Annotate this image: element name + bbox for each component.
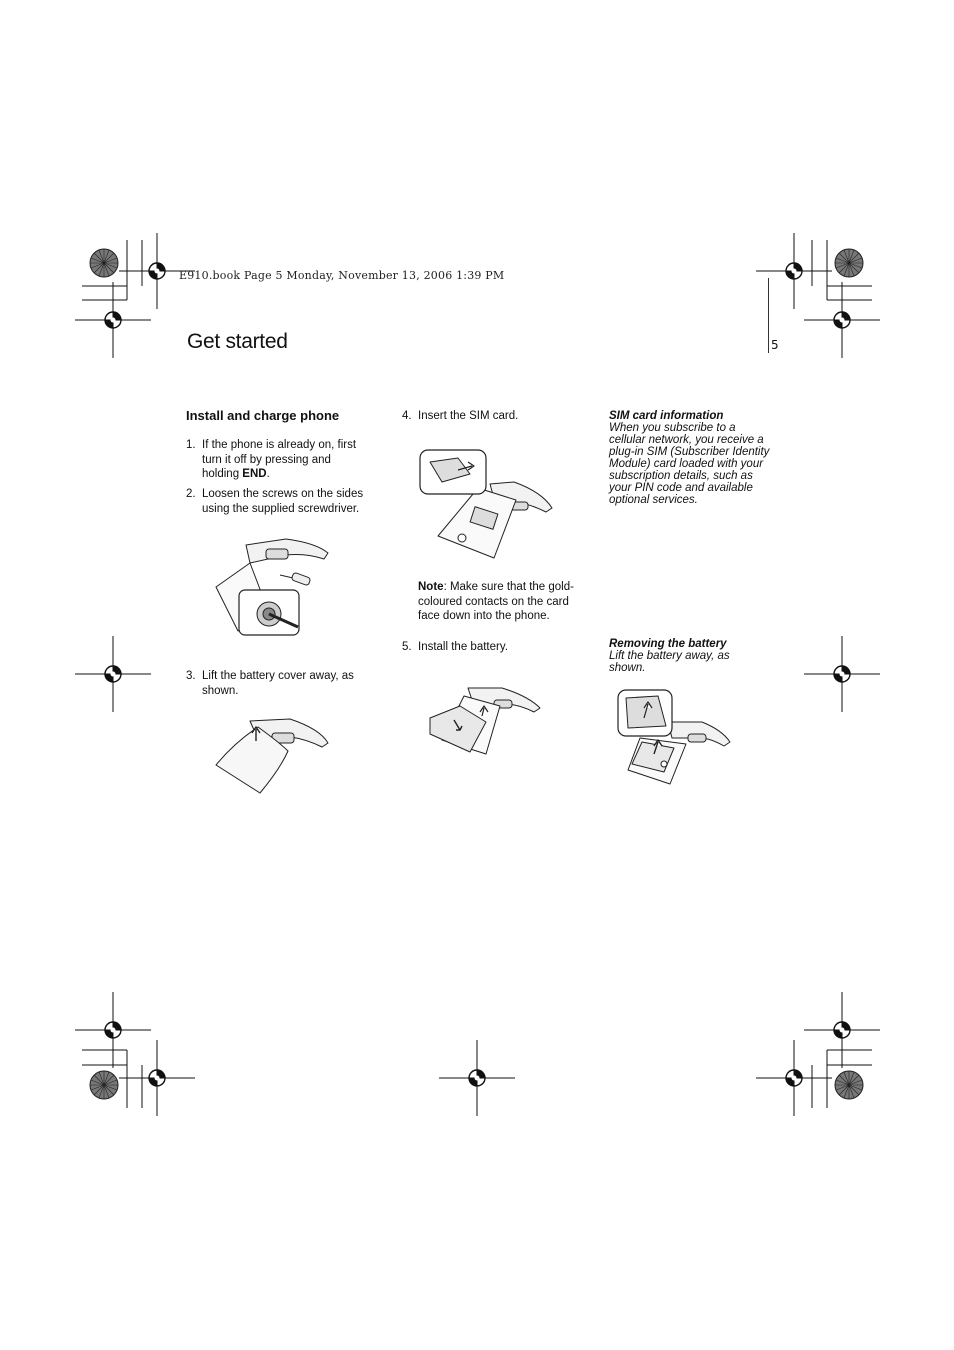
sidebar-removing-battery <box>609 638 744 674</box>
note-text: : Make sure that the gold-coloured contacts on the card face down into the phone. <box>418 581 574 622</box>
step-number: 5. <box>402 641 412 653</box>
step-3 <box>186 669 371 699</box>
page-title: Get started <box>187 330 288 353</box>
page-number-rule <box>768 278 769 353</box>
illustration-loosen-screws <box>206 535 336 635</box>
step-number: 3. <box>186 670 196 682</box>
step-text: Insert the SIM card. <box>418 410 519 422</box>
illustration-remove-battery <box>604 688 734 788</box>
step-number: 4. <box>402 410 412 422</box>
file-slug: E910.book Page 5 Monday, November 13, 2006 1:39 PM <box>179 269 505 282</box>
illustration-insert-sim <box>418 448 558 563</box>
step-text: Lift the battery cover away, as shown. <box>202 670 354 697</box>
illustration-install-battery <box>424 682 544 762</box>
note <box>418 580 588 625</box>
end-key: END <box>242 468 267 480</box>
step-text: If the phone is already on, first turn it off by pressing and holding <box>202 439 357 480</box>
note-label: Note <box>418 581 444 593</box>
sidebar-sim-info <box>609 410 771 506</box>
step-text: Loosen the screws on the sides using the supplied screwdriver. <box>202 488 364 515</box>
step-1: 1. If the phone is already on, first turn it off by pressing and holding END. <box>186 439 357 480</box>
step-number: 1. <box>186 439 196 451</box>
section-heading: Install and charge phone <box>186 408 340 423</box>
step-5 <box>402 640 587 656</box>
step-2 <box>186 487 371 517</box>
step-text: Install the battery. <box>418 641 508 653</box>
page-number: 5 <box>771 338 779 352</box>
illustration-lift-cover <box>210 715 340 795</box>
step-4 <box>402 409 587 425</box>
sidebar-heading: Removing the battery <box>609 638 727 650</box>
sidebar-text: When you subscribe to a cellular network, you receive a plug-in SIM (Subscriber Identity Module) card loaded with your subscription details, such as your PIN code and available optional services. <box>609 422 770 506</box>
sidebar-heading: SIM card information <box>609 410 724 422</box>
sidebar-text: Lift the battery away, as shown. <box>609 650 730 674</box>
step-number: 2. <box>186 488 196 500</box>
